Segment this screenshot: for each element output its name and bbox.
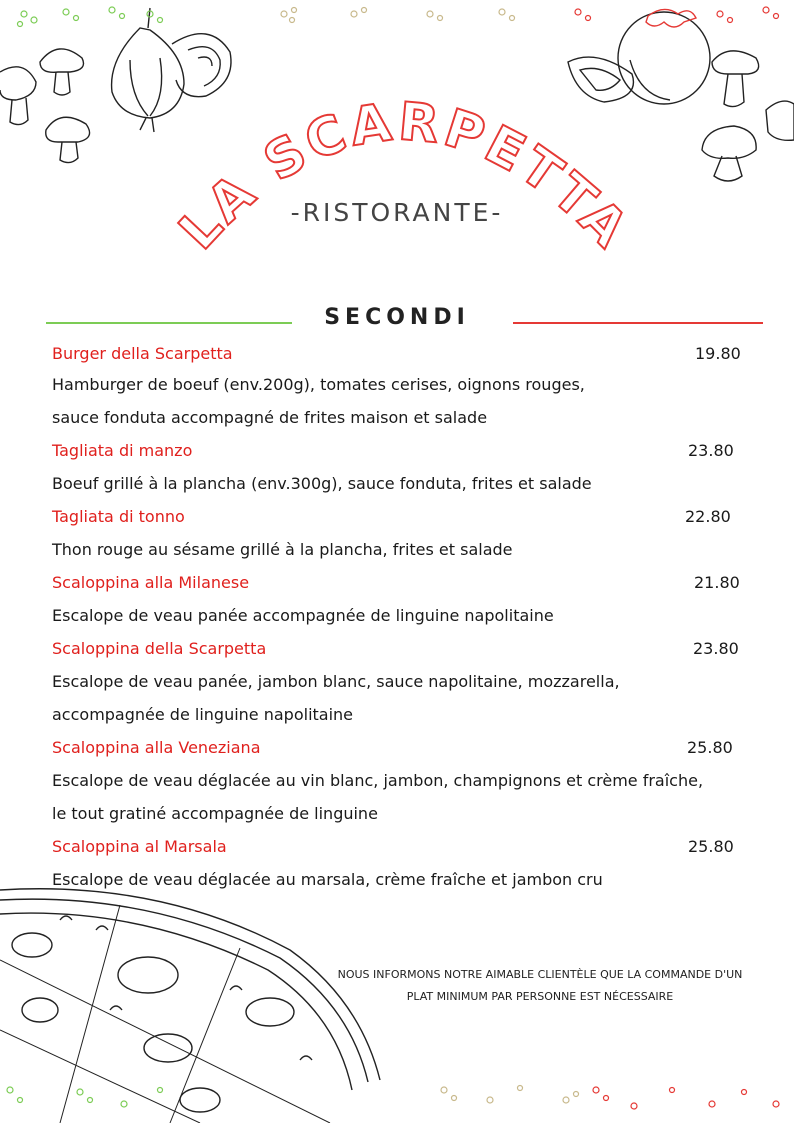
menu-item xyxy=(52,434,752,500)
dish-name: Tagliata di manzo xyxy=(52,441,193,460)
dish-description: Thon rouge au sésame grillé à la plancha, frites et salade xyxy=(52,540,513,559)
order-notice xyxy=(320,964,760,1008)
dish-name: Scaloppina alla Veneziana xyxy=(52,738,261,757)
dish-price: 25.80 xyxy=(688,837,734,856)
dish-description: Escalope de veau panée accompagnée de linguine napolitaine xyxy=(52,606,554,625)
menu-item xyxy=(52,830,752,896)
pepperoni-icon xyxy=(180,1088,220,1112)
dish-price: 25.80 xyxy=(687,738,733,757)
menu-item xyxy=(52,500,752,566)
restaurant-subtitle: -RISTORANTE- xyxy=(290,198,504,227)
dish-description: Hamburger de boeuf (env.200g), tomates cerises, oignons rouges, xyxy=(52,375,585,394)
notice-line-1: NOUS INFORMONS NOTRE AIMABLE CLIENTÈLE QUE LA COMMANDE D'UN xyxy=(337,968,743,981)
dish-description: sauce fonduta accompagné de frites maison et salade xyxy=(52,408,488,427)
dish-description: Escalope de veau déglacée au vin blanc, jambon, champignons et crème fraîche, xyxy=(52,771,704,790)
dish-price: 21.80 xyxy=(694,573,740,592)
dish-name: Scaloppina al Marsala xyxy=(52,837,227,856)
dish-name: Burger della Scarpetta xyxy=(52,344,233,363)
menu-item xyxy=(52,731,752,830)
dish-description: Escalope de veau panée, jambon blanc, sauce napolitaine, mozzarella, xyxy=(52,672,620,691)
pepperoni-icon xyxy=(22,998,58,1022)
dish-description: le tout gratiné accompagnée de linguine xyxy=(52,804,378,823)
divider-red xyxy=(513,322,763,324)
dish-name: Scaloppina alla Milanese xyxy=(52,573,250,592)
dish-description: Escalope de veau déglacée au marsala, crème fraîche et jambon cru xyxy=(52,870,603,889)
dish-description: Boeuf grillé à la plancha (env.300g), sauce fonduta, frites et salade xyxy=(52,474,592,493)
dish-name: Scaloppina della Scarpetta xyxy=(52,639,267,658)
menu-item xyxy=(52,340,752,434)
notice-line-2: PLAT MINIMUM PAR PERSONNE EST NÉCESSAIRE xyxy=(406,990,674,1003)
dish-price: 23.80 xyxy=(688,441,734,460)
dish-price: 19.80 xyxy=(695,344,741,363)
section-title: SECONDI xyxy=(324,305,470,330)
menu-list xyxy=(52,340,752,896)
pepperoni-icon xyxy=(118,957,178,993)
dish-price: 23.80 xyxy=(693,639,739,658)
menu-item xyxy=(52,632,752,731)
pepperoni-icon xyxy=(246,998,294,1026)
restaurant-name: LA SCARPETTA xyxy=(168,91,641,262)
dish-description: accompagnée de linguine napolitaine xyxy=(52,705,354,724)
divider-green xyxy=(46,322,292,324)
dish-name: Tagliata di tonno xyxy=(52,507,185,526)
pepperoni-icon xyxy=(12,933,52,957)
dish-price: 22.80 xyxy=(685,507,731,526)
restaurant-logo xyxy=(0,0,794,280)
menu-item xyxy=(52,566,752,632)
pepperoni-icon xyxy=(144,1034,192,1062)
